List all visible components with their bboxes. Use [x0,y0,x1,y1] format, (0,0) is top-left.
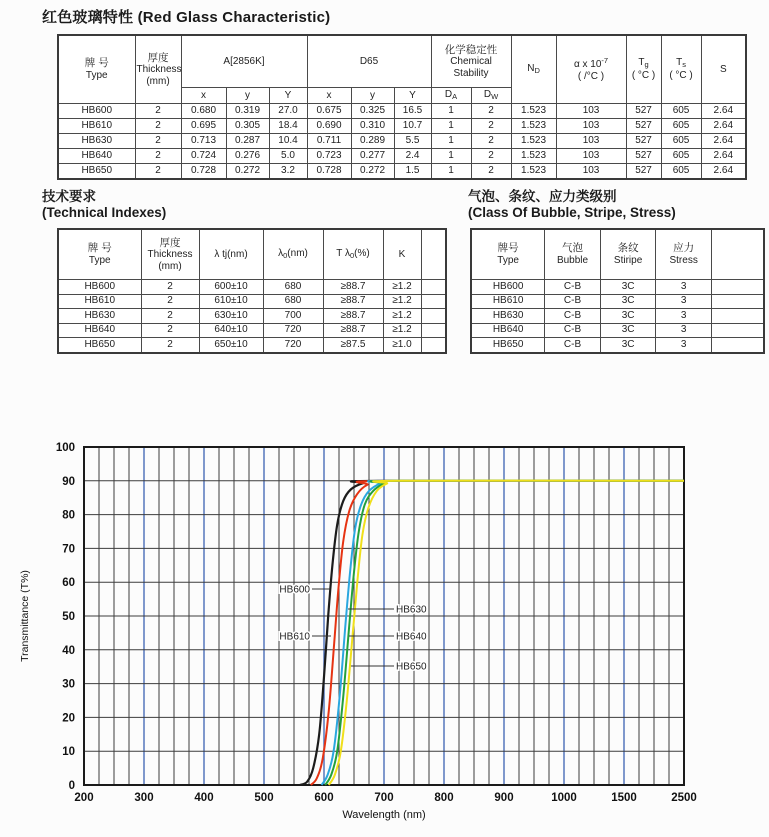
table-cell: 103 [556,149,626,164]
table-cell: C-B [545,294,601,309]
table-cell: 680 [263,280,323,295]
table-cell: 700 [263,309,323,324]
curve-HB600 [300,481,684,785]
table-cell: 10.7 [394,119,431,134]
table-cell: 2 [135,164,181,180]
table-cell: 1.523 [511,134,556,149]
table-cell: 0.680 [181,104,226,119]
col-header-thickness: 厚度 Thickness (mm) [135,35,181,104]
y-axis-title: Transmittance (T%) [19,570,31,662]
table-cell [711,338,764,353]
table-cell: HB640 [471,323,545,338]
x-tick-label: 900 [494,792,514,804]
col-header-ts: $T_s$ ( °C ) [661,35,701,104]
table-cell: 0.319 [226,104,269,119]
table-cell: 650±10 [199,338,263,353]
table-cell: 0.272 [226,164,269,180]
table-cell: 2 [141,309,199,324]
table-cell: 0.277 [351,149,394,164]
technical-indexes-title: 技术要求 (Technical Indexes) [42,189,167,220]
table-row [58,323,446,338]
x-tick-label: 1000 [551,792,577,804]
table-cell: HB630 [58,134,135,149]
table-cell: 0.728 [307,164,351,180]
table-cell: 1 [431,104,471,119]
table-cell: 0.690 [307,119,351,134]
x-tick-label: 500 [254,792,274,804]
table-cell: 3 [656,323,712,338]
curve-label: HB640 [396,631,427,643]
table-cell: 0.728 [181,164,226,180]
col-header-type: 牌 号 Type [58,229,141,280]
table-cell: ≥88.7 [323,323,383,338]
col-header-tg: $T_g$ ( °C ) [626,35,661,104]
subcol-dw: $D_W$ [471,88,511,104]
table-row [58,280,446,295]
col-group-a2856k: A[2856K] [181,35,307,88]
table-cell: 3C [600,280,656,295]
table-row [58,294,446,309]
table-row [471,294,764,309]
y-tick-label: 40 [62,644,75,657]
x-tick-label: 700 [374,792,394,804]
x-axis-title: Wavelength (nm) [342,809,426,821]
table-cell [421,280,446,295]
table-cell: 2 [471,149,511,164]
table-cell: 0.325 [351,104,394,119]
table-cell: HB610 [58,119,135,134]
table-cell: 720 [263,323,323,338]
col-header-bubble: 气泡 Bubble [545,229,601,280]
curve-HB650 [329,481,684,785]
table-row [58,309,446,324]
table-row [471,309,764,324]
x-tick-label: 300 [134,792,154,804]
col-header-stress: 应力 Stress [656,229,712,280]
table-cell: 2.64 [701,164,746,180]
table-cell: 103 [556,164,626,180]
table-cell: 2 [141,323,199,338]
table-cell: 527 [626,164,661,180]
col-group-d65: D65 [307,35,431,88]
table-cell: 0.289 [351,134,394,149]
table-cell [421,323,446,338]
table-cell: 610±10 [199,294,263,309]
table-cell: 3.2 [269,164,307,180]
y-tick-label: 60 [62,577,75,590]
table-cell: 527 [626,149,661,164]
table-cell: 1 [431,119,471,134]
table-cell: 720 [263,338,323,353]
table-cell: 5.5 [394,134,431,149]
table-cell [711,323,764,338]
col-header-stripe: 条纹 Stiripe [600,229,656,280]
y-tick-label: 20 [62,712,75,725]
table-cell [421,309,446,324]
table-cell: 1.523 [511,104,556,119]
x-tick-label: 1500 [611,792,637,804]
table-cell: ≥1.2 [383,309,421,324]
table-cell: 2 [141,338,199,353]
table-row [58,134,746,149]
table-cell: 16.5 [394,104,431,119]
table-cell: HB600 [58,104,135,119]
table-cell: 2 [135,134,181,149]
bubble-stripe-stress-title: 气泡、条纹、应力类级别 (Class Of Bubble, Stripe, Stress) [468,189,676,220]
table-cell: C-B [545,323,601,338]
col-header-t-lambda-0: T $\lambda_0(\%)$ [323,229,383,280]
table-cell: ≥1.2 [383,294,421,309]
table-cell [711,309,764,324]
red-glass-characteristic-table [57,34,747,180]
y-tick-label: 30 [62,678,75,691]
subcol-a-yy: Y [269,88,307,104]
table-cell: 600±10 [199,280,263,295]
table-cell: HB650 [58,338,141,353]
table-cell: 605 [661,104,701,119]
table-cell: 2.4 [394,149,431,164]
table-cell [421,294,446,309]
table-cell: HB630 [471,309,545,324]
table-cell: 103 [556,119,626,134]
y-tick-label: 10 [62,746,75,759]
table-cell: 1 [431,149,471,164]
table-cell: HB640 [58,323,141,338]
col-header-alpha: α x $10^{-7}$ ( /°C ) [556,35,626,104]
table-cell: 0.310 [351,119,394,134]
table-cell: 3 [656,280,712,295]
subcol-a-x: x [181,88,226,104]
subcol-da: $D_A$ [431,88,471,104]
y-tick-label: 80 [62,509,75,522]
header-row [471,229,764,280]
y-tick-label: 100 [55,442,75,454]
table-cell: 10.4 [269,134,307,149]
table-cell: 5.0 [269,149,307,164]
col-header-s: S [701,35,746,104]
col-group-chemical-stability: 化学稳定性 Chemical Stability [431,35,511,88]
table-cell: ≥88.7 [323,309,383,324]
table-cell: 2 [141,294,199,309]
table-cell: 103 [556,104,626,119]
header-row [58,229,446,280]
table-row [471,323,764,338]
table-cell: 2 [141,280,199,295]
table-row [471,280,764,295]
table-cell: ≥87.5 [323,338,383,353]
table-cell [711,294,764,309]
table-cell: 605 [661,164,701,180]
table-cell: ≥88.7 [323,294,383,309]
table-cell: C-B [545,338,601,353]
table-cell: 0.711 [307,134,351,149]
table-cell: 3C [600,323,656,338]
table-cell: HB600 [58,280,141,295]
table-cell: C-B [545,280,601,295]
table-row [471,338,764,353]
table-cell: 0.272 [351,164,394,180]
table-cell: 0.724 [181,149,226,164]
table-cell: ≥1.2 [383,280,421,295]
technical-indexes-table [57,228,447,354]
table-cell: 1.523 [511,164,556,180]
subcol-d65-x: x [307,88,351,104]
table-row [58,119,746,134]
y-tick-label: 90 [62,475,75,488]
subcol-d65-y: y [351,88,394,104]
table-cell: 2.64 [701,119,746,134]
subcol-a-y: y [226,88,269,104]
table-cell: HB650 [58,164,135,180]
table-cell: 630±10 [199,309,263,324]
col-header-lambda-0: $\lambda_0(nm)$ [263,229,323,280]
table-cell: 527 [626,119,661,134]
col-header-type: 牌号 Type [471,229,545,280]
table-cell [711,280,764,295]
table-cell: 1.523 [511,149,556,164]
table-cell: 3 [656,294,712,309]
table-row [58,338,446,353]
table-cell: 0.695 [181,119,226,134]
col-header-lambda-tj: λ tj(nm) [199,229,263,280]
y-tick-label: 0 [68,780,75,792]
table-cell [421,338,446,353]
table-cell: 3C [600,309,656,324]
x-tick-label: 400 [194,792,214,804]
table-cell: 27.0 [269,104,307,119]
table-cell: 527 [626,134,661,149]
table-cell: 2 [135,119,181,134]
transmittance-chart [0,425,769,837]
table-cell: ≥1.0 [383,338,421,353]
table-row [58,164,746,180]
x-tick-label: 2500 [671,792,697,804]
col-header-empty [421,229,446,280]
table-cell: 1.523 [511,119,556,134]
col-header-type: 牌 号 Type [58,35,135,104]
x-tick-label: 600 [314,792,334,804]
table-cell: 2 [135,149,181,164]
curve-label: HB610 [279,631,310,643]
table-cell: ≥1.2 [383,323,421,338]
table-cell: 0.723 [307,149,351,164]
col-header-empty [711,229,764,280]
table-cell: 2.64 [701,134,746,149]
curve-HB610 [311,480,684,785]
col-header-nd: $N_D$ [511,35,556,104]
table-cell: 0.713 [181,134,226,149]
table-cell: HB650 [471,338,545,353]
table-cell: 0.675 [307,104,351,119]
table-cell: 1 [431,164,471,180]
table-cell: 103 [556,134,626,149]
table-cell: 2 [471,119,511,134]
curve-label: HB600 [279,584,310,596]
table-cell: 2.64 [701,104,746,119]
table-cell: 2 [471,134,511,149]
table-cell: HB630 [58,309,141,324]
table-cell: 2.64 [701,149,746,164]
y-tick-label: 50 [62,611,75,623]
col-header-thickness: 厚度 Thickness (mm) [141,229,199,280]
table-cell: 680 [263,294,323,309]
table-cell: 3C [600,338,656,353]
table-cell: 0.287 [226,134,269,149]
header-row-1 [58,35,746,88]
table-cell: 605 [661,134,701,149]
table-cell: 3 [656,309,712,324]
table-cell: 18.4 [269,119,307,134]
table-cell: HB610 [58,294,141,309]
table-cell: 527 [626,104,661,119]
table-cell: HB600 [471,280,545,295]
y-tick-label: 70 [62,543,75,556]
table-cell: 2 [135,104,181,119]
curve-label: HB650 [396,661,427,673]
curve-HB630 [322,481,684,785]
col-header-k: K [383,229,421,280]
table-cell: HB640 [58,149,135,164]
table-row [58,149,746,164]
table-cell: 640±10 [199,323,263,338]
table-cell: 0.305 [226,119,269,134]
curve-label: HB630 [396,604,427,616]
x-tick-label: 800 [434,792,454,804]
table-cell: 605 [661,119,701,134]
table-row [58,104,746,119]
table-cell: 1.5 [394,164,431,180]
bubble-stripe-stress-table [470,228,765,354]
page-title: 红色玻璃特性 (Red Glass Characteristic) [42,9,331,26]
subcol-d65-yy: Y [394,88,431,104]
table-cell: HB610 [471,294,545,309]
table-cell: 0.276 [226,149,269,164]
x-tick-label: 200 [74,792,94,804]
table-cell: ≥88.7 [323,280,383,295]
table-cell: 3 [656,338,712,353]
table-cell: C-B [545,309,601,324]
table-cell: 3C [600,294,656,309]
table-cell: 605 [661,149,701,164]
table-cell: 2 [471,164,511,180]
table-cell: 2 [471,104,511,119]
table-cell: 1 [431,134,471,149]
